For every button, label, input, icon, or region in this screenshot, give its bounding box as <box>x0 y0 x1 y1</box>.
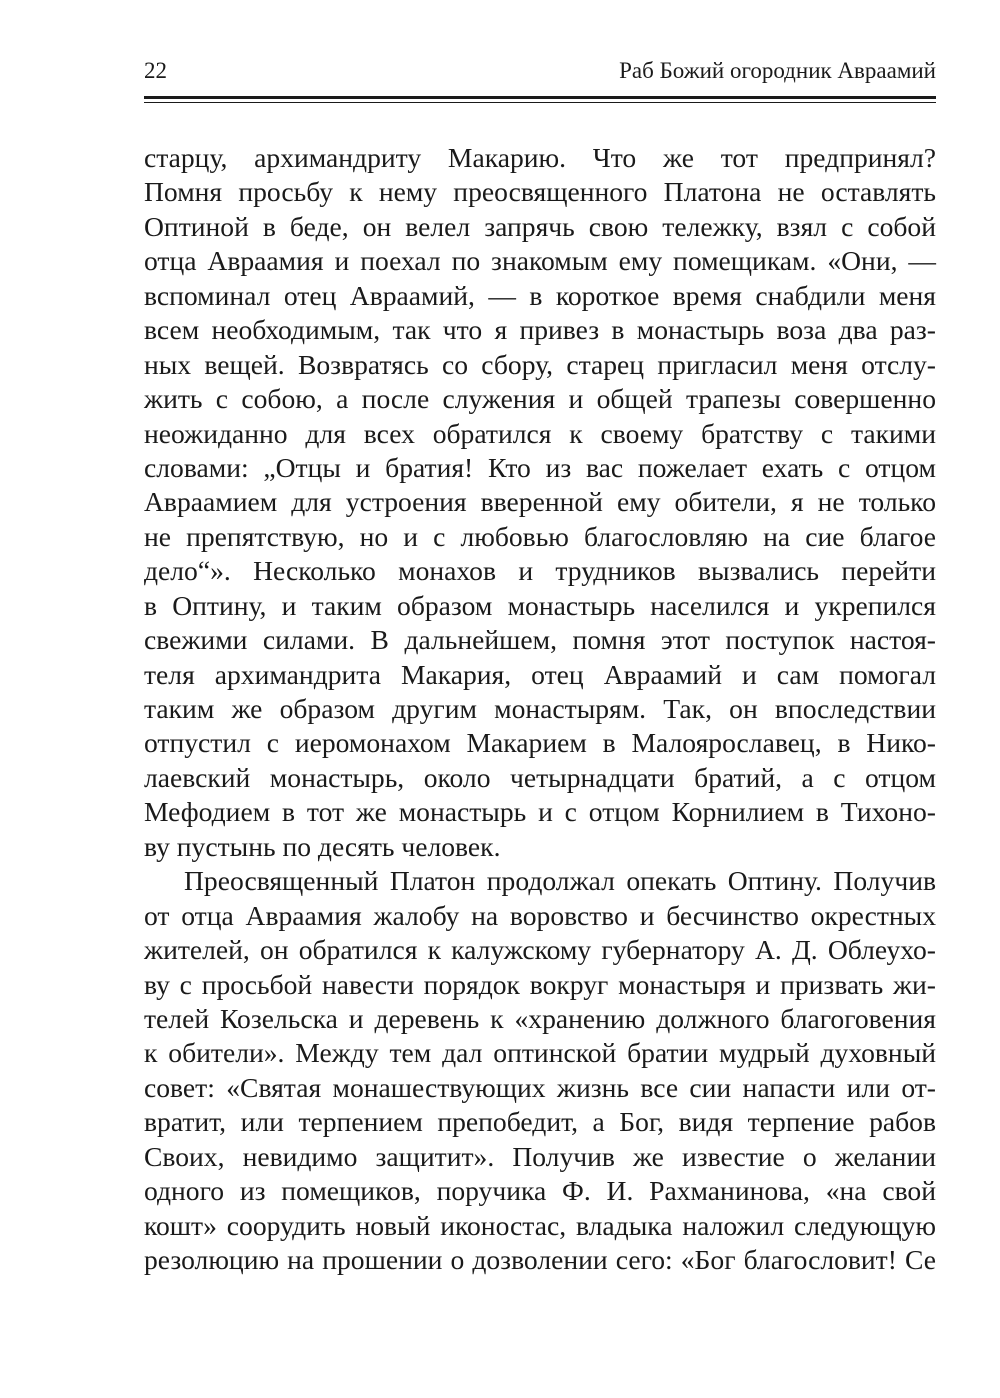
text-line: ву пустынь по десять человек. <box>144 830 501 862</box>
text-line: всем необходимым, так что я привез в монастырь воза два раз- <box>144 314 936 346</box>
text-line: Авраамием для устроения вверенной ему обители, я не только <box>144 486 936 518</box>
text-line: Мефодием в тот же монастырь и с отцом Корнилием в Тихоно- <box>144 796 936 828</box>
text-line: Своих, невидимо защитит». Получив же известие о желании <box>144 1140 936 1172</box>
text-line: ных вещей. Возвратясь со сбору, старец пригласил меня отслу- <box>144 348 936 380</box>
text-line: вспоминал отец Авраамий, — в короткое время снабдили меня <box>144 279 936 311</box>
running-title: Раб Божий огородник Авраамий <box>619 58 936 83</box>
text-line: жить с собою, а после служения и общей трапезы совершенно <box>144 383 936 415</box>
text-line: вратит, или терпением препобедит, а Бог, видя терпение рабов <box>144 1106 936 1138</box>
text-line: одного из помещиков, поручика Ф. И. Рахманинова, «на свой <box>144 1175 936 1207</box>
text-line: старцу, архимандриту Макарию. Что же тот предпринял? <box>144 142 936 173</box>
text-line: теля архимандрита Макария, отец Авраамий и сам помогал <box>144 658 936 690</box>
body-text <box>144 141 936 1277</box>
page-number: 22 <box>144 58 167 83</box>
text-line: отца Авраамия и поехал по знакомым ему помещикам. «Они, — <box>144 245 936 277</box>
text-line: Преосвященный Платон продолжал опекать Оптину. Получив <box>184 865 936 897</box>
text-line: лаевский монастырь, около четырнадцати братий, а с отцом <box>144 761 936 793</box>
text-line: совет: «Святая монашествующих жизнь все сии напасти или от- <box>144 1071 936 1103</box>
text-line: неожиданно для всех обратился к своему братству с такими <box>144 417 936 449</box>
page-header <box>144 58 936 94</box>
text-line: кошт» соорудить новый иконостас, владыка наложил следующую <box>144 1209 936 1241</box>
text-line: жителей, он обратился к калужскому губернатору А. Д. Облеухо- <box>144 934 936 966</box>
header-rule-thick <box>144 96 936 99</box>
text-line: телей Козельска и деревень к «хранению должного благоговения <box>144 1002 936 1034</box>
text-line: ву с просьбой навести порядок вокруг монастыря и призвать жи- <box>144 968 936 1000</box>
text-line: Помня просьбу к нему преосвященного Платона не оставлять <box>144 176 936 208</box>
text-line: дело“». Несколько монахов и трудников вызвались перейти <box>144 555 936 587</box>
text-line: в Оптину, и таким образом монастырь населился и укрепился <box>144 589 936 621</box>
paragraph-1 <box>144 141 936 864</box>
text-line: от отца Авраамия жалобу на воровство и бесчинство окрестных <box>144 899 936 931</box>
text-line: резолюцию на прошении о дозволении сего: «Бог благословит! Се <box>144 1244 936 1275</box>
text-line: таким же образом другим монастырям. Так, он впоследствии <box>144 693 936 724</box>
text-line: к обители». Между тем дал оптинской братии мудрый духовный <box>144 1037 936 1069</box>
header-rule-thin <box>144 102 936 103</box>
text-line: свежими силами. В дальнейшем, помня этот поступок настоя- <box>144 624 936 656</box>
text-line: словами: „Отцы и братия! Кто из вас пожелает ехать с отцом <box>144 451 936 483</box>
text-line: отпустил с иеромонахом Макарием в Малоярославец, в Нико- <box>144 727 936 759</box>
text-line: не препятствую, но и с любовью благословляю на сие благое <box>144 520 936 552</box>
text-line: Оптиной в беде, он велел запрячь свою тележку, взял с собой <box>144 210 936 242</box>
paragraph-2 <box>144 864 936 1277</box>
